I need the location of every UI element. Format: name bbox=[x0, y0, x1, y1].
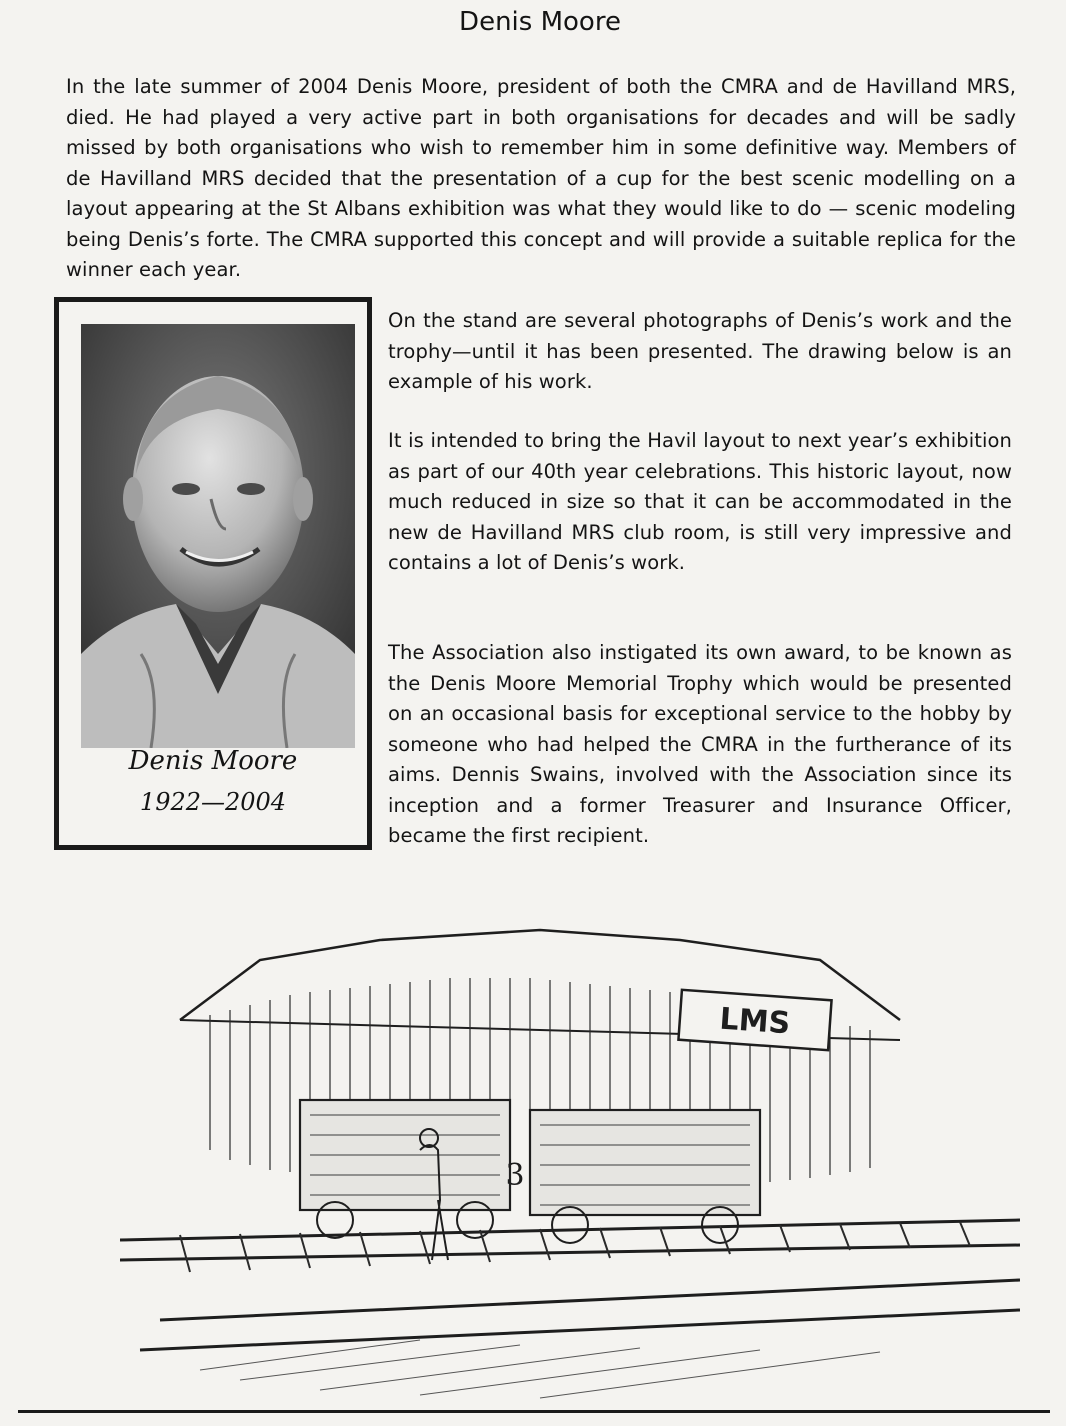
drawing-wagon-number: 3 bbox=[505, 1158, 525, 1193]
railway-scene-drawing bbox=[120, 900, 1020, 1400]
portrait-frame bbox=[54, 297, 372, 850]
paragraph-intro: In the late summer of 2004 Denis Moore, president of both the CMRA and de Havilland MRS, died. He had played a very active part in both organisations for decades and will be sadly missed by both organisations who wish to remember him in some definitive way. Members of de Havilland MRS decided that the presentation of a cup for the best scenic modelling on a layout appearing at the St Albans exhibition was what they would like to do — scenic modeling being Denis’s forte. The CMRA supported this concept and will provide a suitable replica for the winner each year. bbox=[66, 75, 1016, 281]
portrait-caption-years: 1922—2004 bbox=[139, 788, 287, 816]
paragraph-havil-layout: It is intended to bring the Havil layout to next year’s exhibition as part of our 40th year celebrations. This historic layout, now much reduced in size so that it can be accommodated in the new de Havilland MRS club room, is still very impressive and contains a lot of Denis’s work. bbox=[388, 429, 1012, 574]
article-title: Denis Moore bbox=[459, 7, 621, 37]
drawing-sign-text: LMS bbox=[718, 1001, 792, 1042]
paragraph-stand: On the stand are several photographs of Denis’s work and the trophy—until it has been presented. The drawing below is an example of his work. bbox=[388, 309, 1012, 393]
portrait-caption-name: Denis Moore bbox=[128, 746, 298, 776]
bottom-rule bbox=[18, 1410, 1050, 1413]
paragraph-memorial-trophy: The Association also instigated its own award, to be known as the Denis Moore Memorial Trophy which would be presented on an occasional basis for exceptional service to the hobby by someone who had helped the CMRA in the furtherance of its aims. Dennis Swains, involved with the Association since its inception and a former Treasurer and Insurance Officer, became the first recipient. bbox=[388, 641, 1012, 847]
portrait-photo bbox=[81, 324, 355, 748]
